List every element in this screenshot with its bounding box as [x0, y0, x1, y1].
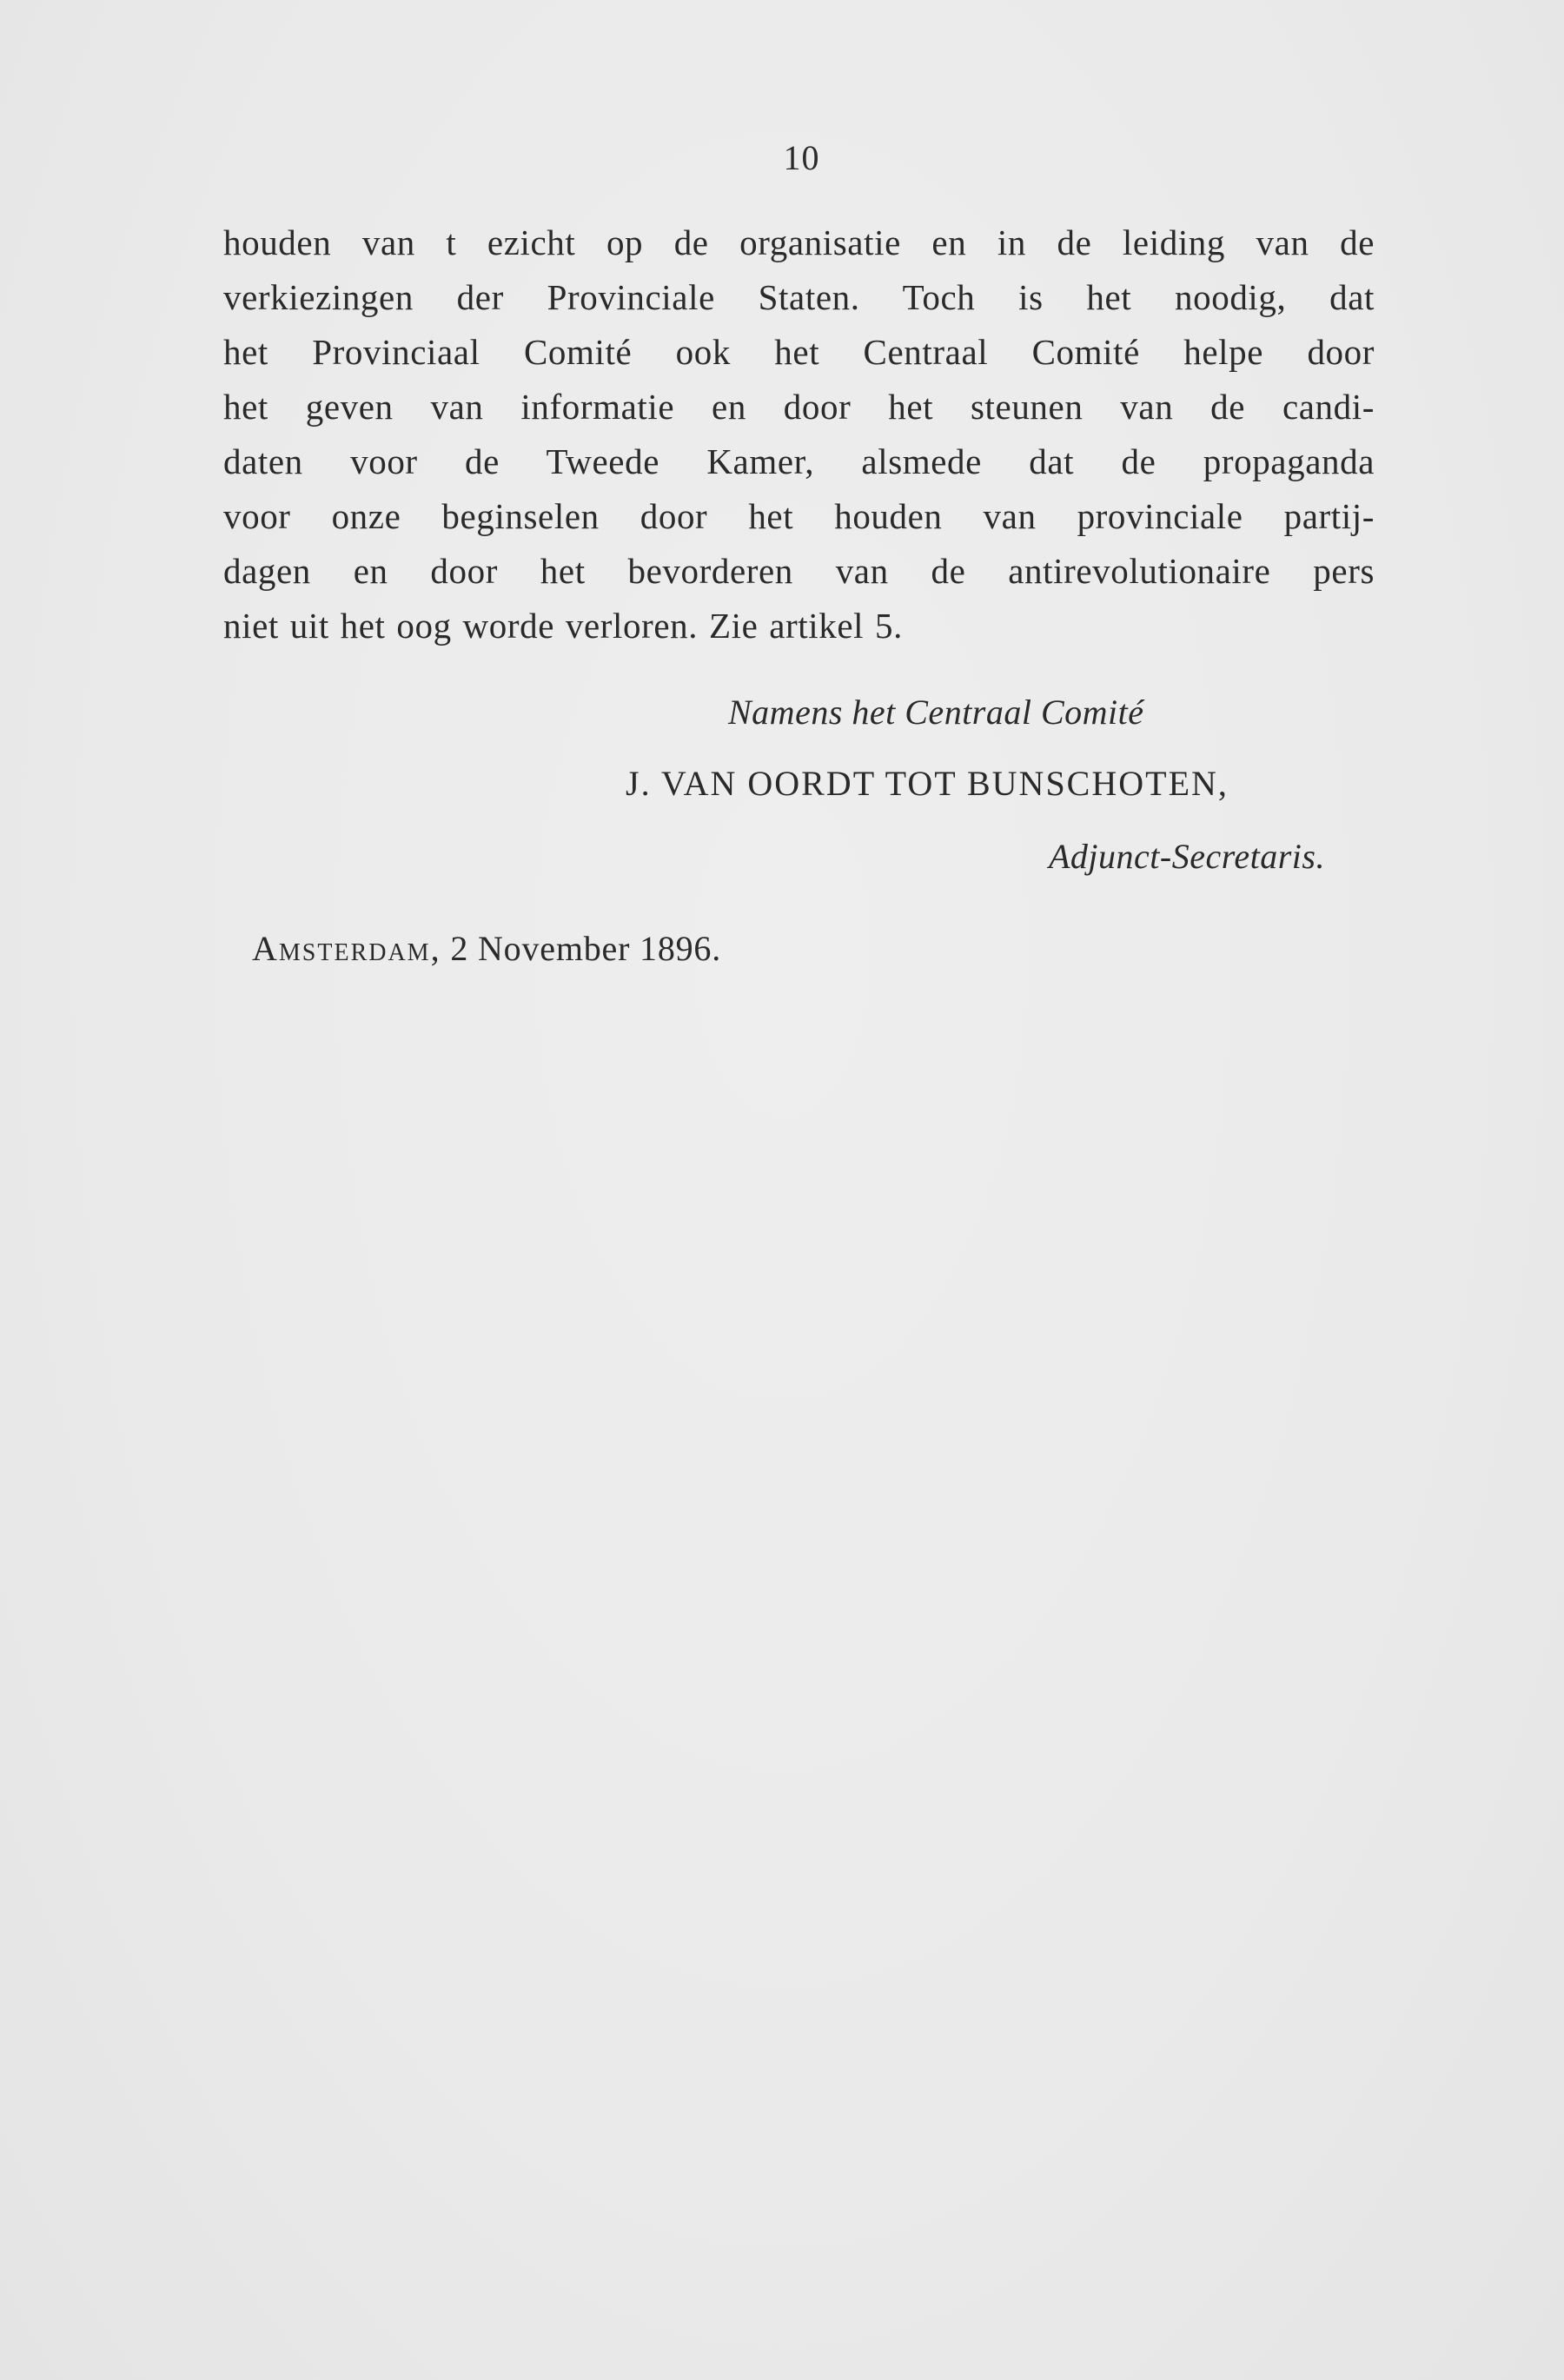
place-name: Amsterdam,: [252, 929, 441, 968]
date: 2 November 1896.: [450, 929, 722, 968]
signatory-role: Adjunct-Secretaris.: [1049, 837, 1325, 876]
text-line: voor onze beginselen door het houden van provinciale partij-: [223, 496, 1375, 536]
body-paragraph: [223, 215, 1375, 653]
text-line: het geven van informatie en door het steunen van de candi-: [223, 387, 1375, 427]
place-and-date: [252, 928, 721, 969]
signatory-name: J. VAN OORDT TOT BUNSCHOTEN,: [626, 764, 1229, 803]
text-line: houden van t ezicht op de organisatie en in de leiding van de: [223, 222, 1375, 262]
text-line: verkiezingen der Provinciale Staten. Toch is het noodig, dat: [223, 277, 1375, 317]
text-line: daten voor de Tweede Kamer, alsmede dat de propaganda: [223, 441, 1375, 481]
text-line: het Provinciaal Comité ook het Centraal Comité helpe door: [223, 332, 1375, 372]
on-behalf-line: Namens het Centraal Comité: [728, 693, 1144, 732]
text-line: dagen en door het bevorderen van de antirevolutionaire pers: [223, 551, 1375, 591]
text-line: niet uit het oog worde verloren. Zie artikel 5.: [223, 606, 903, 646]
page-number: 10: [783, 138, 820, 177]
